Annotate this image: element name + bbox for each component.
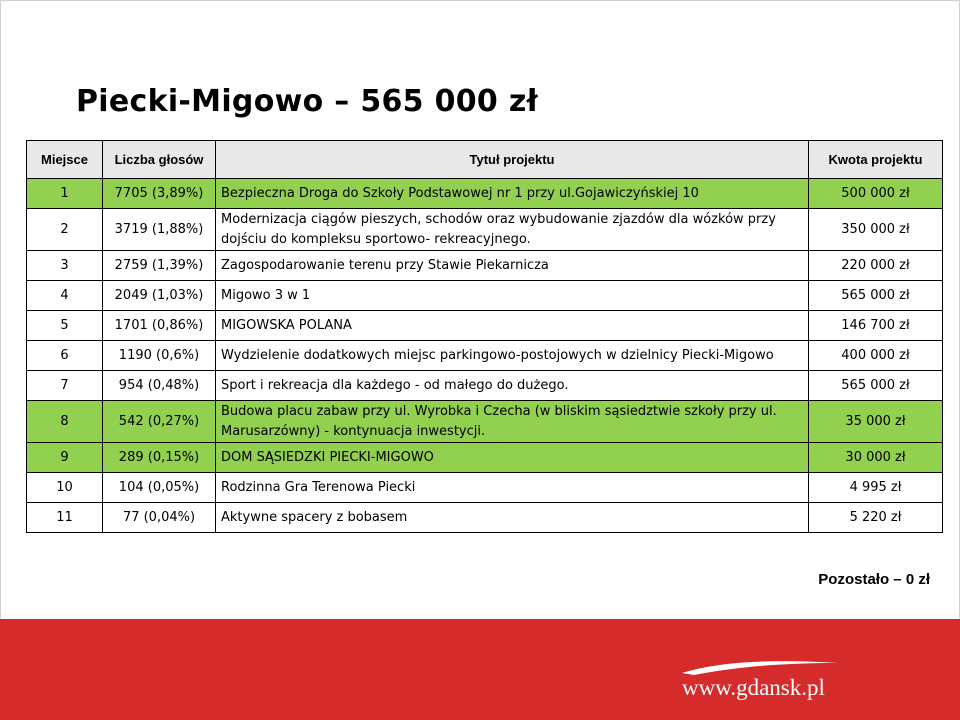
table-row [27, 401, 943, 443]
table-header-row [27, 141, 943, 179]
cell-title: Zagospodarowanie terenu przy Stawie Piekarnicza [216, 251, 809, 281]
cell-amount: 220 000 zł [809, 251, 943, 281]
cell-place: 10 [27, 473, 103, 503]
cell-place: 9 [27, 443, 103, 473]
table-row [27, 341, 943, 371]
column-header-amount: Kwota projektu [809, 141, 943, 179]
cell-amount: 30 000 zł [809, 443, 943, 473]
cell-amount: 35 000 zł [809, 401, 943, 443]
cell-votes: 2049 (1,03%) [103, 281, 216, 311]
table-body [27, 179, 943, 533]
cell-votes: 289 (0,15%) [103, 443, 216, 473]
cell-votes: 542 (0,27%) [103, 401, 216, 443]
column-header-title: Tytuł projektu [216, 141, 809, 179]
cell-amount: 565 000 zł [809, 371, 943, 401]
cell-title: Migowo 3 w 1 [216, 281, 809, 311]
cell-title: MIGOWSKA POLANA [216, 311, 809, 341]
cell-place: 5 [27, 311, 103, 341]
cell-title: Bezpieczna Droga do Szkoły Podstawowej nr 1 przy ul.Gojawiczyńskiej 10 [216, 179, 809, 209]
cell-title: Aktywne spacery z bobasem [216, 503, 809, 533]
gdansk-logo [680, 657, 840, 712]
table-row [27, 281, 943, 311]
cell-place: 6 [27, 341, 103, 371]
table-row [27, 503, 943, 533]
cell-title: Budowa placu zabaw przy ul. Wyrobka i Czecha (w bliskim sąsiedztwie szkoły przy ul. Marusarzówny) - kontynuacja inwestycji. [216, 401, 809, 443]
column-header-votes: Liczba głosów [103, 141, 216, 179]
cell-amount: 350 000 zł [809, 209, 943, 251]
cell-place: 8 [27, 401, 103, 443]
cell-votes: 104 (0,05%) [103, 473, 216, 503]
cell-title: Modernizacja ciągów pieszych, schodów oraz wybudowanie zjazdów dla wózków przy dojściu do kompleksu sportowo- rekreacyjnego. [216, 209, 809, 251]
column-header-place: Miejsce [27, 141, 103, 179]
page-title: Piecki-Migowo – 565 000 zł [76, 84, 539, 119]
cell-votes: 2759 (1,39%) [103, 251, 216, 281]
cell-place: 7 [27, 371, 103, 401]
table-row [27, 443, 943, 473]
table-row [27, 371, 943, 401]
cell-votes: 7705 (3,89%) [103, 179, 216, 209]
cell-amount: 500 000 zł [809, 179, 943, 209]
cell-title: Sport i rekreacja dla każdego - od małego do dużego. [216, 371, 809, 401]
table-row [27, 473, 943, 503]
cell-votes: 954 (0,48%) [103, 371, 216, 401]
table-row [27, 251, 943, 281]
cell-place: 2 [27, 209, 103, 251]
table-row [27, 209, 943, 251]
table-row [27, 311, 943, 341]
cell-amount: 400 000 zł [809, 341, 943, 371]
cell-amount: 4 995 zł [809, 473, 943, 503]
remaining-budget: Pozostało – 0 zł [818, 571, 930, 588]
cell-amount: 565 000 zł [809, 281, 943, 311]
cell-place: 1 [27, 179, 103, 209]
cell-title: DOM SĄSIEDZKI PIECKI-MIGOWO [216, 443, 809, 473]
cell-place: 11 [27, 503, 103, 533]
cell-place: 3 [27, 251, 103, 281]
projects-table [26, 140, 943, 533]
cell-amount: 5 220 zł [809, 503, 943, 533]
cell-title: Rodzinna Gra Terenowa Piecki [216, 473, 809, 503]
cell-amount: 146 700 zł [809, 311, 943, 341]
cell-votes: 3719 (1,88%) [103, 209, 216, 251]
swoosh-icon [680, 657, 840, 677]
cell-place: 4 [27, 281, 103, 311]
cell-votes: 77 (0,04%) [103, 503, 216, 533]
cell-votes: 1701 (0,86%) [103, 311, 216, 341]
cell-votes: 1190 (0,6%) [103, 341, 216, 371]
table-row [27, 179, 943, 209]
logo-url-text: www.gdansk.pl [682, 675, 825, 700]
footer-band [0, 619, 960, 720]
cell-title: Wydzielenie dodatkowych miejsc parkingowo-postojowych w dzielnicy Piecki-Migowo [216, 341, 809, 371]
